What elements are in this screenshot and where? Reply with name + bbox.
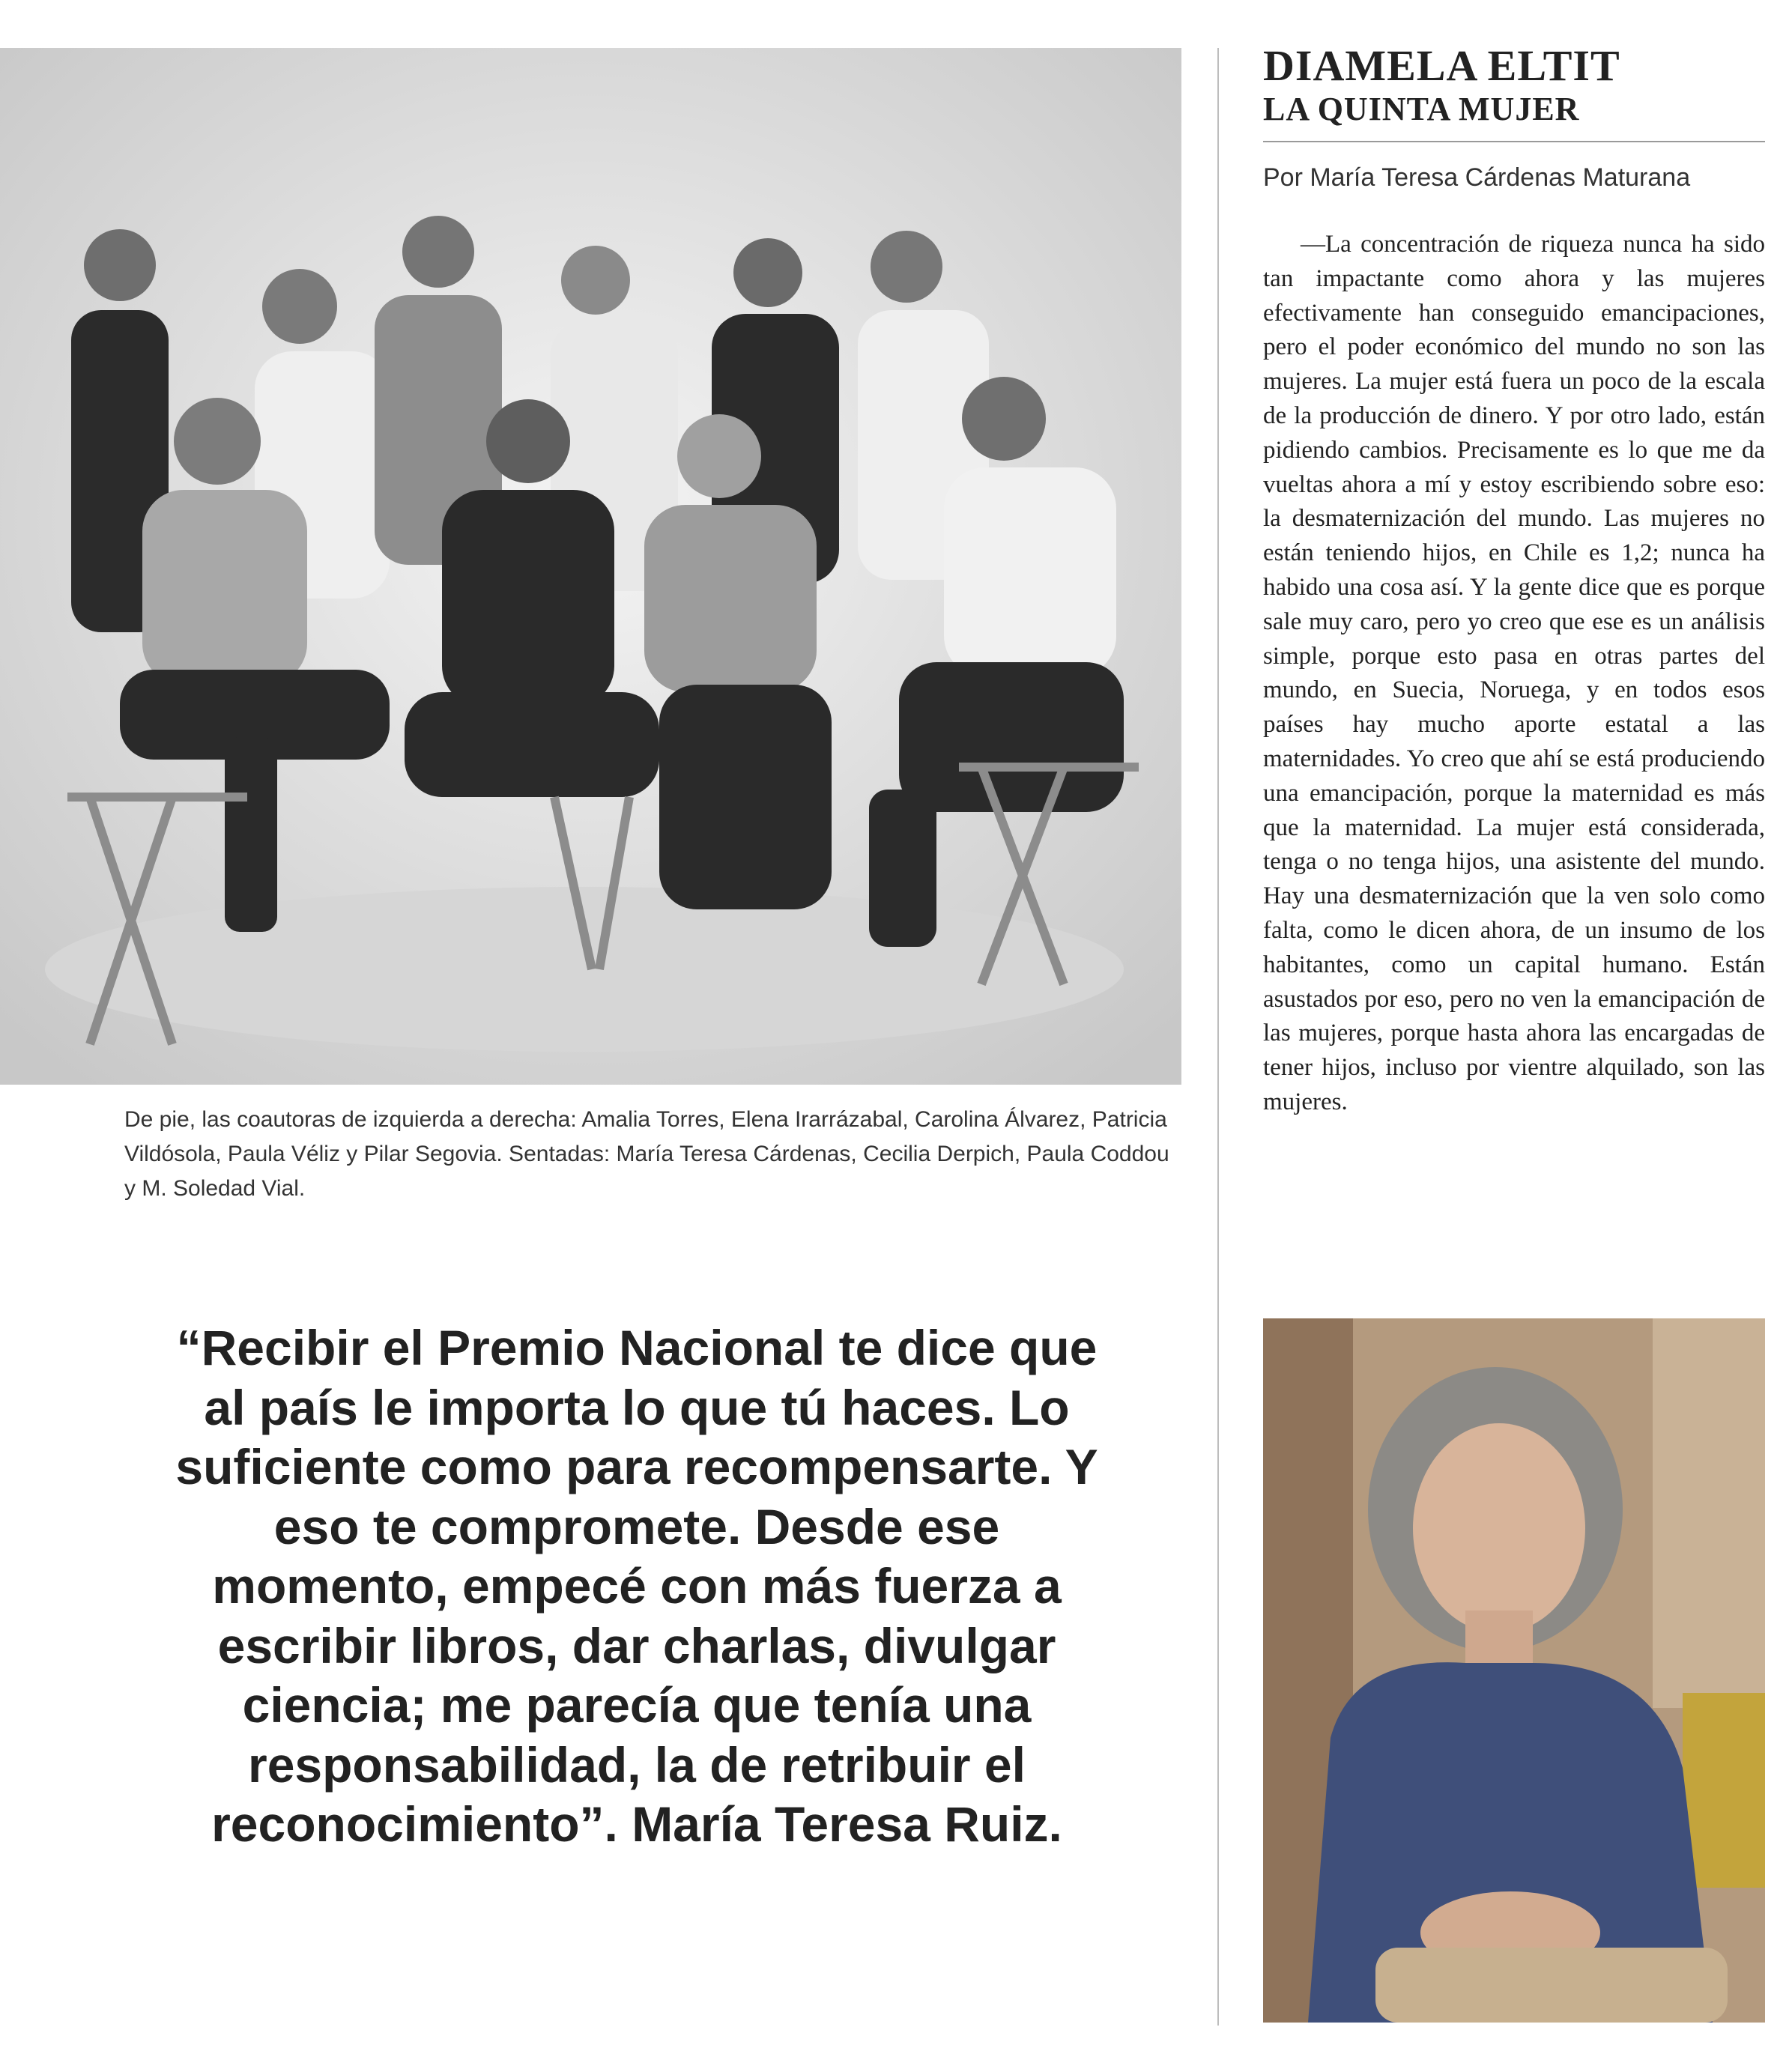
article-byline: Por María Teresa Cárdenas Maturana xyxy=(1263,163,1691,192)
portrait-photo xyxy=(1263,1318,1765,2023)
photo-caption: De pie, las coautoras de izquierda a derecha: Amalia Torres, Elena Irarrázabal, Carolina Álvarez, Patricia Vildósola, Paula Véliz y Pilar Segovia. Sentadas: María Teresa Cárdenas, Cecilia Derpich, Paula Coddou y M. Soledad Vial. xyxy=(124,1107,1169,1201)
article-subtitle: LA QUINTA MUJER xyxy=(1263,91,1580,127)
article-body: —La concentración de riqueza nunca ha sido tan impactante como ahora y las mujeres efectivamente han conseguido emancipaciones, pero el poder económico del mundo no son las mujeres. La mujer está fuera un poco de la escala de la producción de dinero. Y por otro lado, están pidiendo cambios. Precisamente es lo que me da vueltas ahora a mí y estoy escribiendo sobre eso: la desmaternización del mundo. Las mujeres no están teniendo hijos, en Chile es 1,2; nunca ha habido una cosa así. Y la gente dice que es porque sale muy caro, pero yo creo que ese es un análisis simple, porque esto pasa en otras partes del mundo, en Suecia, Noruega, y en todos esos países hay mucho aporte estatal a las maternidades. Yo creo que ahí se está produciendo una emancipación, porque la maternidad es más que la maternidad. La mujer está considerada, tenga o no tenga hijos, una asistente del mundo. Hay una desmaternización que la ven solo como falta, como le dicen ahora, de un insumo de los habitantes, como un capital humano. Están asustados por eso, pero no ven la emancipación de las mujeres, porque hasta ahora las encargadas de tener hijos, incluso por vientre alquilado, son las mujeres. xyxy=(1263,231,1765,1115)
portrait-illustration xyxy=(1263,1318,1765,2023)
pull-quote: “Recibir el Premio Nacional te dice que al país le importa lo que tú haces. Lo suficiente como para recompensarte. Y eso te compromete. Desde ese momento, empecé con más fuerza a escribir libros, dar charlas, divulgar ciencia; me parecía que tenía una responsabilidad, la de retribuir el reconocimiento”. María Teresa Ruiz. xyxy=(175,1320,1098,1852)
group-photo-illustration xyxy=(0,48,1181,1085)
group-photo xyxy=(0,48,1181,1085)
article-title: DIAMELA ELTIT xyxy=(1263,41,1620,90)
article-headline xyxy=(1263,42,1773,129)
column-divider xyxy=(1217,48,1219,2026)
headline-rule xyxy=(1263,141,1765,142)
